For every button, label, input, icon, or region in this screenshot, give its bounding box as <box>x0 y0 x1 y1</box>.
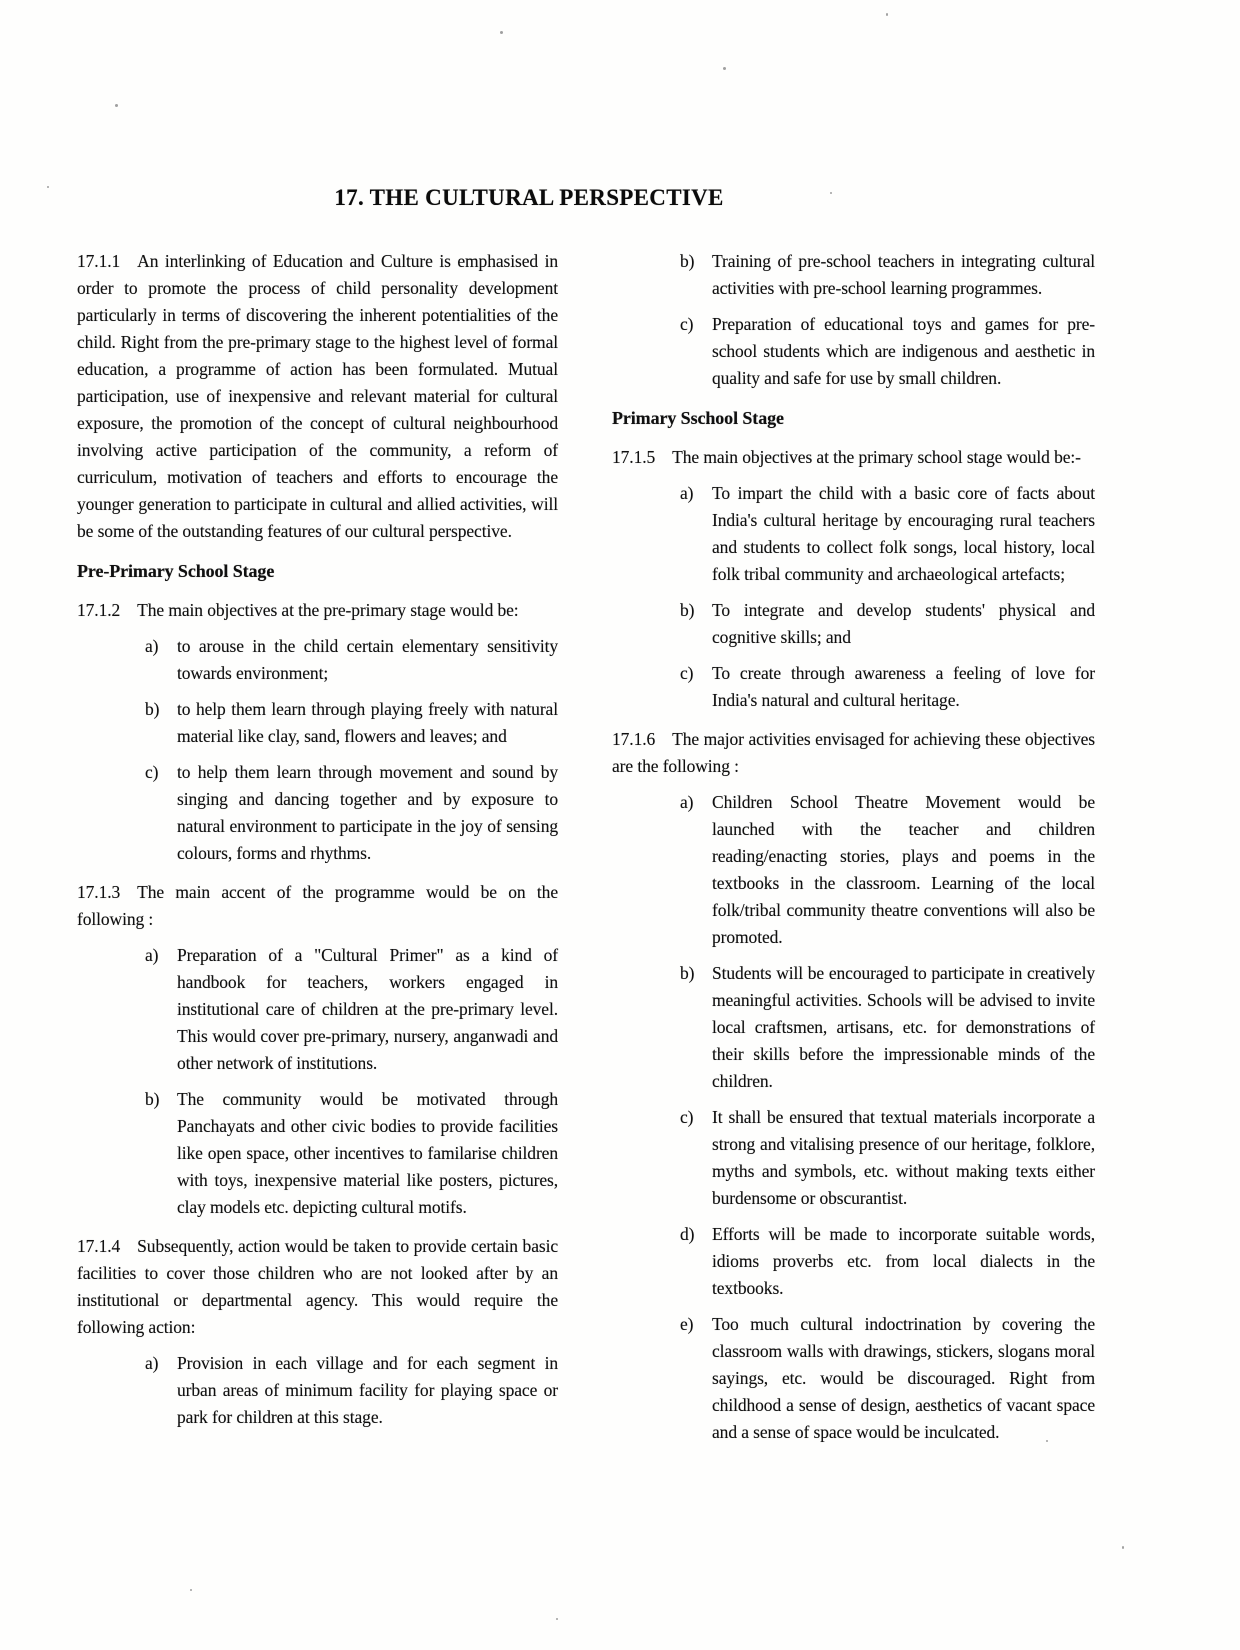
paragraph-text: The main objectives at the primary school stage would be:- <box>672 447 1081 467</box>
paragraph-17-1-1 <box>77 248 558 545</box>
list-item-text: Efforts will be made to incorporate suitable words, idioms proverbs etc. from local dialects in the textbooks. <box>712 1224 1095 1298</box>
right-column <box>612 248 1095 1446</box>
paragraph-17-1-6 <box>612 726 1095 780</box>
list-item-text: To impart the child with a basic core of facts about India's cultural heritage by encouraging rural teachers and students to collect folk songs, local history, local folk tribal community and archaeological artefacts; <box>712 483 1095 584</box>
section-heading-pre-primary: Pre-Primary School Stage <box>77 561 275 581</box>
scan-speck <box>115 104 118 107</box>
list-item <box>145 942 558 1077</box>
paragraph-text: Subsequently, action would be taken to provide certain basic facilities to cover those children who are not looked after by an institutional or departmental agency. This would require the following action: <box>77 1236 558 1337</box>
paragraph-17-1-2 <box>77 597 558 624</box>
list-item-text: to help them learn through playing freely with natural material like clay, sand, flowers and leaves; and <box>177 699 558 746</box>
paragraph-number: 17.1.6 <box>612 729 656 749</box>
list-item-text: Preparation of educational toys and games for pre-school students which are indigenous and aesthetic in quality and safe for use by small children. <box>712 314 1095 388</box>
list-item-label: c) <box>680 663 694 683</box>
list-item-text: Too much cultural indoctrination by covering the classroom walls with drawings, stickers, slogans moral sayings, etc. would be discouraged. Right from childhood a sense of design, aesthetics of vacant space and a sense of space would be inculcated. <box>712 1314 1095 1442</box>
list-item-label: b) <box>145 1089 160 1109</box>
list-item-text: Children School Theatre Movement would be launched with the teacher and children reading/enacting stories, plays and poems in the textbooks in the classroom. Learning of the local folk/tribal community theatre conventions will also be promoted. <box>712 792 1095 947</box>
section-heading-primary: Primary Sschool Stage <box>612 408 784 428</box>
paragraph-number: 17.1.5 <box>612 447 656 467</box>
list-item-label: b) <box>680 251 695 271</box>
list-item-label: a) <box>680 792 694 812</box>
list-item-text: to help them learn through movement and sound by singing and dancing together and by exposure to natural environment to participate in the joy of sensing colours, forms and rhythms. <box>177 762 558 863</box>
scan-speck <box>556 1618 558 1620</box>
list-item <box>145 696 558 750</box>
list-item <box>680 480 1095 588</box>
list-item <box>145 1086 558 1221</box>
list-item <box>680 311 1095 392</box>
list-item-text: Preparation of a "Cultural Primer" as a kind of handbook for teachers, workers engaged in institutional care of children at the pre-primary level. This would cover pre-primary, nursery, anganwadi and other network of institutions. <box>177 945 558 1073</box>
scan-speck <box>830 192 832 194</box>
list-item <box>680 789 1095 951</box>
list-item <box>680 660 1095 714</box>
paragraph-text: An interlinking of Education and Culture is emphasised in order to promote the process of child personality development particularly in terms of discovering the inherent potentialities of the child. Right from the pre-primary stage to the highest level of formal education, a programme of action has been formulated. Mutual participation, use of inexpensive and relevant material for cultural exposure, the promotion of the concept of cultural neighbourhood involving active participation of the community, a reform of curriculum, motivation of teachers and efforts to encourage the younger generation to participate in cultural and allied activities, will be some of the outstanding features of our cultural perspective. <box>77 251 558 541</box>
list-item <box>145 1350 558 1431</box>
paragraph-17-1-5 <box>612 444 1095 471</box>
list-item-label: b) <box>145 699 160 719</box>
list-item-text: Students will be encouraged to participate in creatively meaningful activities. Schools will be advised to invite local craftsmen, artisans, etc. for demonstrations of their skills before the impressionable minds of the children. <box>712 963 1095 1091</box>
paragraph-text: The major activities envisaged for achieving these objectives are the following : <box>612 729 1095 776</box>
scan-speck <box>47 186 49 188</box>
list-item-text: The community would be motivated through Panchayats and other civic bodies to provide facilities like open space, other incentives to familarise children with toys, inexpensive material like posters, pictures, clay models etc. depicting cultural motifs. <box>177 1089 558 1217</box>
list-item-label: e) <box>680 1314 694 1334</box>
list-item-label: a) <box>145 636 159 656</box>
page-title: 17. THE CULTURAL PERSPECTIVE <box>334 185 724 211</box>
list-item <box>145 759 558 867</box>
paragraph-text: The main objectives at the pre-primary stage would be: <box>137 600 519 620</box>
list-item-label: a) <box>145 945 159 965</box>
list-item-text: To integrate and develop students' physical and cognitive skills; and <box>712 600 1095 647</box>
paragraph-number: 17.1.1 <box>77 251 121 271</box>
paragraph-17-1-3 <box>77 879 558 933</box>
paragraph-number: 17.1.2 <box>77 600 121 620</box>
list-item-text: Provision in each village and for each segment in urban areas of minimum facility for playing space or park for children at this stage. <box>177 1353 558 1427</box>
list-item <box>680 597 1095 651</box>
scan-speck <box>723 67 726 70</box>
left-column <box>77 248 558 1431</box>
paragraph-number: 17.1.4 <box>77 1236 121 1256</box>
list-item <box>680 960 1095 1095</box>
paragraph-17-1-4 <box>77 1233 558 1341</box>
scan-speck <box>1046 1440 1048 1442</box>
list-item <box>145 633 558 687</box>
paragraph-text: The main accent of the programme would be on the following : <box>77 882 558 929</box>
list-item <box>680 1104 1095 1212</box>
list-item-label: c) <box>145 762 159 782</box>
scan-speck <box>500 31 503 34</box>
list-item <box>680 248 1095 302</box>
list-item-label: c) <box>680 314 694 334</box>
list-item <box>680 1221 1095 1302</box>
list-item-label: a) <box>145 1353 159 1373</box>
paragraph-number: 17.1.3 <box>77 882 121 902</box>
list-item-text: to arouse in the child certain elementary sensitivity towards environment; <box>177 636 558 683</box>
list-item-text: It shall be ensured that textual materials incorporate a strong and vitalising presence of our heritage, folklore, myths and symbols, etc. without making texts either burdensome or obscurantist. <box>712 1107 1095 1208</box>
list-item-label: c) <box>680 1107 694 1127</box>
list-item-label: d) <box>680 1224 695 1244</box>
scan-speck <box>190 1589 192 1591</box>
list-item-text: To create through awareness a feeling of love for India's natural and cultural heritage. <box>712 663 1095 710</box>
list-item-text: Training of pre-school teachers in integrating cultural activities with pre-school learning programmes. <box>712 251 1095 298</box>
list-item-label: a) <box>680 483 694 503</box>
list-item <box>680 1311 1095 1446</box>
scan-speck <box>886 13 888 16</box>
list-item-label: b) <box>680 600 695 620</box>
scan-speck <box>1122 1546 1124 1549</box>
list-item-label: b) <box>680 963 695 983</box>
